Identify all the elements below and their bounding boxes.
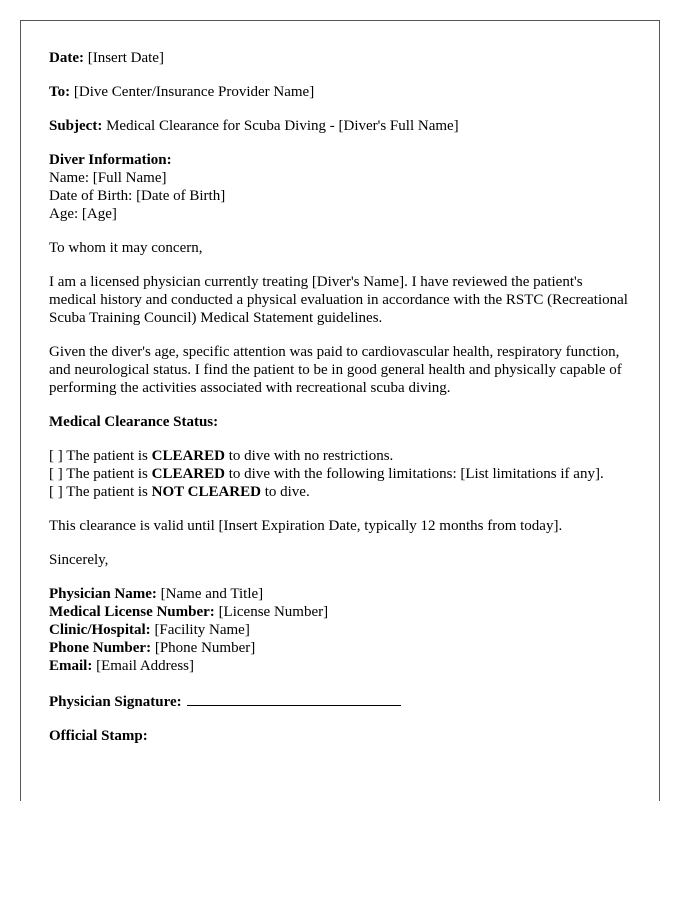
- physician-name-line: [49, 585, 629, 603]
- license-number-value: [License Number]: [218, 604, 329, 620]
- clearance-heading-text: Medical Clearance Status:: [49, 414, 219, 430]
- clinic-line: [49, 621, 629, 639]
- option-emphasis: NOT CLEARED: [151, 484, 261, 500]
- option-suffix: to dive.: [260, 484, 310, 500]
- option-suffix: to dive with the following limitations: [List limitations if any].: [224, 466, 604, 482]
- date-line: [49, 49, 629, 67]
- clearance-option-no-restrictions: [49, 447, 629, 465]
- email-line: [49, 657, 629, 675]
- license-number-line: [49, 603, 629, 621]
- clinic-value: [Facility Name]: [154, 622, 250, 638]
- physician-details: [49, 585, 629, 675]
- signature-label: Physician Signature:: [49, 694, 182, 710]
- paragraph-evaluation: I am a licensed physician currently treating [Diver's Name]. I have reviewed the patient's medical history and conducted a physical evaluation in accordance with the RSTC (Recreational Scuba Training Council) Medical Statement guidelines.: [49, 274, 628, 326]
- option-prefix: [ ] The patient is: [49, 448, 152, 464]
- to-label: To:: [49, 84, 71, 100]
- option-prefix: [ ] The patient is: [49, 484, 152, 500]
- diver-age-line: Age: [Age]: [49, 206, 117, 222]
- physician-name-label: Physician Name:: [49, 586, 157, 602]
- option-prefix: [ ] The patient is: [49, 466, 152, 482]
- clinic-label: Clinic/Hospital:: [49, 622, 151, 638]
- diver-dob-line: Date of Birth: [Date of Birth]: [49, 188, 226, 204]
- subject-line: [49, 117, 629, 135]
- email-value: [Email Address]: [96, 658, 194, 674]
- stamp-line: [49, 727, 629, 745]
- date-label: Date:: [49, 50, 84, 66]
- validity-statement: This clearance is valid until [Insert Expiration Date, typically 12 months from today].: [49, 518, 563, 534]
- letter-page: [20, 20, 660, 801]
- diver-information-section: [49, 151, 629, 223]
- diver-name-line: Name: [Full Name]: [49, 170, 167, 186]
- subject-value: Medical Clearance for Scuba Diving - [Diver's Full Name]: [106, 118, 459, 134]
- license-number-label: Medical License Number:: [49, 604, 215, 620]
- stamp-label: Official Stamp:: [49, 728, 148, 744]
- closing: Sincerely,: [49, 552, 109, 568]
- option-suffix: to dive with no restrictions.: [224, 448, 394, 464]
- clearance-heading: [49, 413, 629, 431]
- clearance-option-with-limitations: [49, 465, 629, 483]
- clearance-options: [49, 447, 629, 501]
- to-line: [49, 83, 629, 101]
- physician-name-value: [Name and Title]: [160, 586, 264, 602]
- subject-label: Subject:: [49, 118, 103, 134]
- clearance-option-not-cleared: [49, 483, 629, 501]
- to-value: [Dive Center/Insurance Provider Name]: [73, 84, 315, 100]
- signature-blank: [187, 691, 401, 706]
- diver-information-heading: Diver Information:: [49, 152, 172, 168]
- signature-line: [49, 691, 629, 711]
- phone-line: [49, 639, 629, 657]
- option-emphasis: CLEARED: [151, 466, 225, 482]
- paragraph-findings: Given the diver's age, specific attention was paid to cardiovascular health, respiratory function, and neurological status. I find the patient to be in good general health and physically capable of performing the activities associated with recreational scuba diving.: [49, 344, 622, 396]
- phone-label: Phone Number:: [49, 640, 152, 656]
- date-value: [Insert Date]: [87, 50, 164, 66]
- email-label: Email:: [49, 658, 93, 674]
- phone-value: [Phone Number]: [154, 640, 256, 656]
- salutation: To whom it may concern,: [49, 240, 203, 256]
- option-emphasis: CLEARED: [151, 448, 225, 464]
- letter-content: [49, 49, 629, 761]
